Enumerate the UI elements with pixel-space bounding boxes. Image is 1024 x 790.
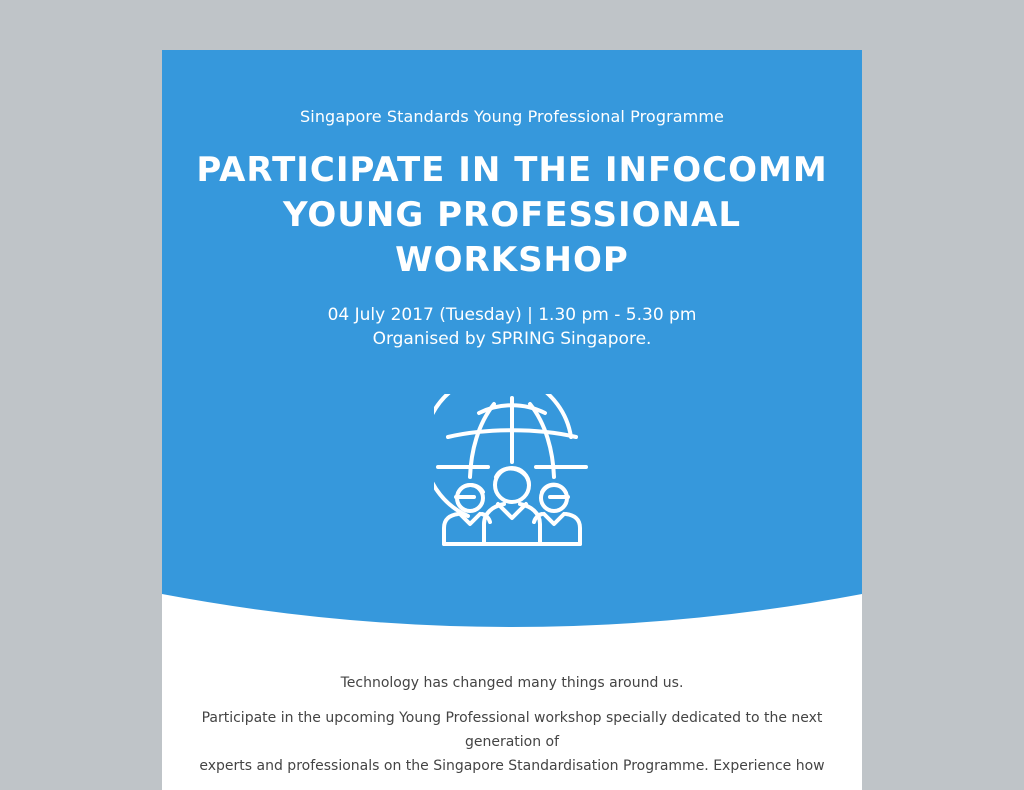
event-organiser: Organised by SPRING Singapore. [372,329,652,349]
event-details [162,303,862,351]
workshop-description-line-2: experts and professionals on the Singapore Standardisation Programme. Experience how [199,758,825,774]
hero-banner [162,50,862,630]
body-intro: Technology has changed many things around us. [340,675,684,691]
hero-wave-divider [162,590,862,680]
workshop-description-line-1: Participate in the upcoming Young Professional workshop specially dedicated to the next generation of [201,710,823,750]
programme-name: Singapore Standards Young Professional Programme [300,107,724,126]
email-body [162,671,862,778]
workshop-headline: PARTICIPATE IN THE INFOCOMM YOUNG PROFESSIONAL WORKSHOP [196,150,828,280]
event-date-time: 04 July 2017 (Tuesday) | 1.30 pm - 5.30 pm [327,305,697,325]
email-card [162,50,862,790]
globe-people-icon [434,394,590,550]
